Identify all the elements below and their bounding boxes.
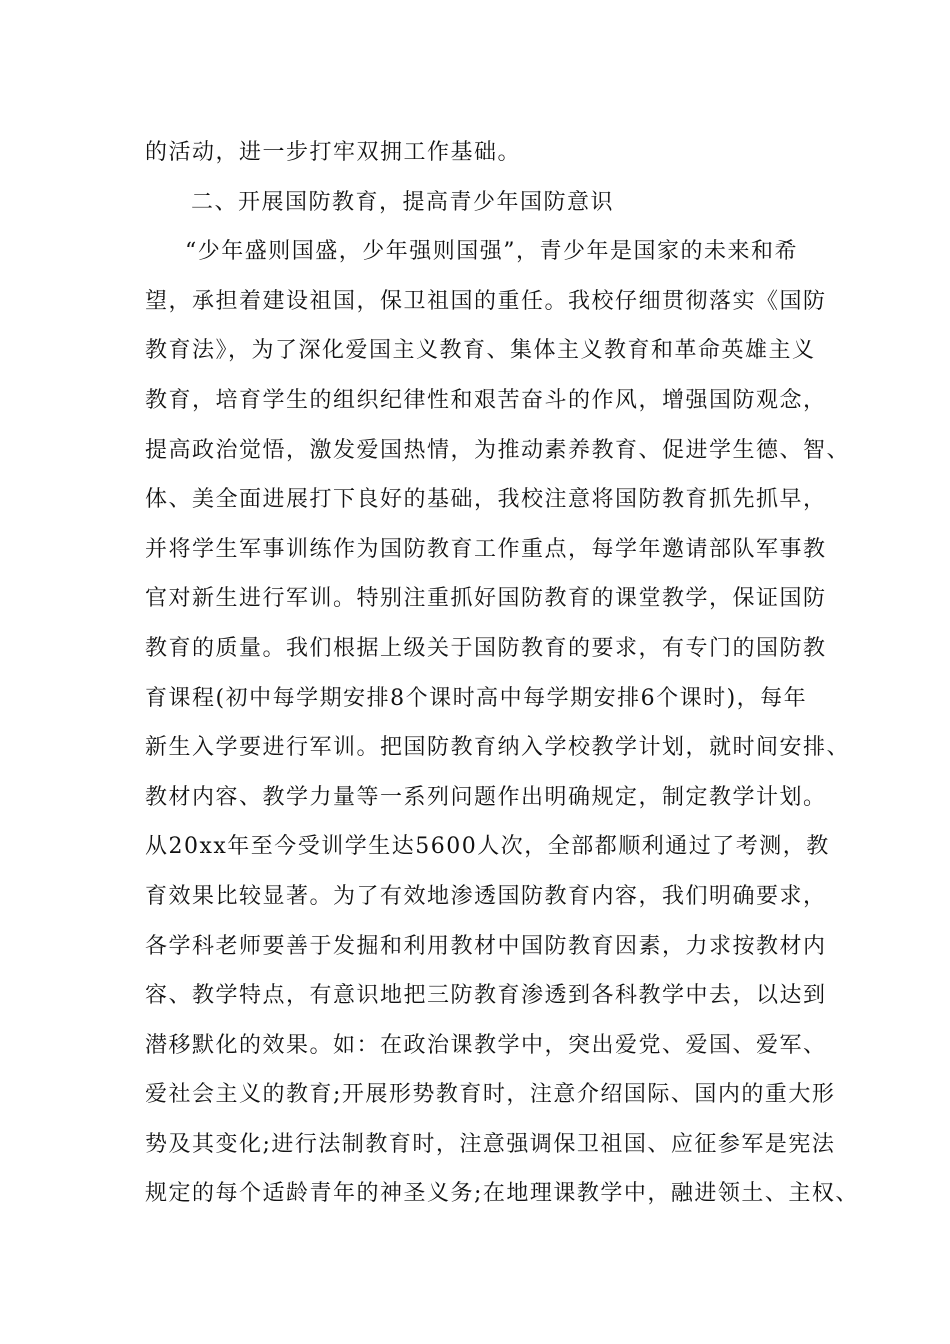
text-line: 体、美全面进展打下良好的基础，我校注意将国防教育抓先抓早， (145, 487, 827, 513)
text-line: 并将学生军事训练作为国防教育工作重点，每学年邀请部队军事教 (145, 536, 827, 562)
text-line: 势及其变化;进行法制教育时，注意强调保卫祖国、应征参军是宪法 (145, 1131, 836, 1157)
text-line: 各学科老师要善于发掘和利用教材中国防教育因素，力求按教材内 (145, 933, 827, 959)
text-line: 容、教学特点，有意识地把三防教育渗透到各科教学中去，以达到 (145, 983, 827, 1009)
text-line: 从20xx年至今受训学生达5600人次，全部都顺利通过了考测，教 (145, 834, 830, 860)
document-body (145, 128, 859, 1219)
text-line: 提高政治觉悟，激发爱国热情，为推动素养教育、促进学生德、智、 (145, 437, 851, 463)
text-line: 的活动，进一步打牢双拥工作基础。 (145, 140, 522, 165)
section-heading: 二、开展国防教育，提高青少年国防意识 (191, 189, 615, 215)
text-line: 规定的每个适龄青年的神圣义务;在地理课教学中，融进领土、主权、 (145, 1181, 859, 1207)
text-line: 教育的质量。我们根据上级关于国防教育的要求，有专门的国防教 (145, 635, 827, 661)
text-line: 育效果比较显著。为了有效地渗透国防教育内容，我们明确要求， (145, 883, 827, 909)
text-line: 官对新生进行军训。特别注重抓好国防教育的课堂教学，保证国防 (145, 586, 827, 612)
text-line: 教材内容、教学力量等一系列问题作出明确规定，制定教学计划。 (145, 784, 827, 810)
paragraph-first-line: “少年盛则国盛，少年强则国强”，青少年是国家的未来和希 (185, 239, 798, 265)
text-line: 潜移默化的效果。如：在政治课教学中，突出爱党、爱国、爱军、 (145, 1032, 827, 1058)
text-line: 望，承担着建设祖国，保卫祖国的重任。我校仔细贯彻落实《国防 (145, 288, 827, 314)
text-line: 教育，培育学生的组织纪律性和艰苦奋斗的作风，增强国防观念， (145, 387, 827, 413)
text-line: 新生入学要进行军训。把国防教育纳入学校教学计划，就时间安排、 (145, 735, 851, 761)
text-line: 教育法》，为了深化爱国主义教育、集体主义教育和革命英雄主义 (145, 338, 816, 364)
text-line: 育课程(初中每学期安排8个课时高中每学期安排6个课时)，每年 (145, 685, 808, 711)
text-line: 爱社会主义的教育;开展形势教育时，注意介绍国际、国内的重大形 (145, 1082, 836, 1108)
